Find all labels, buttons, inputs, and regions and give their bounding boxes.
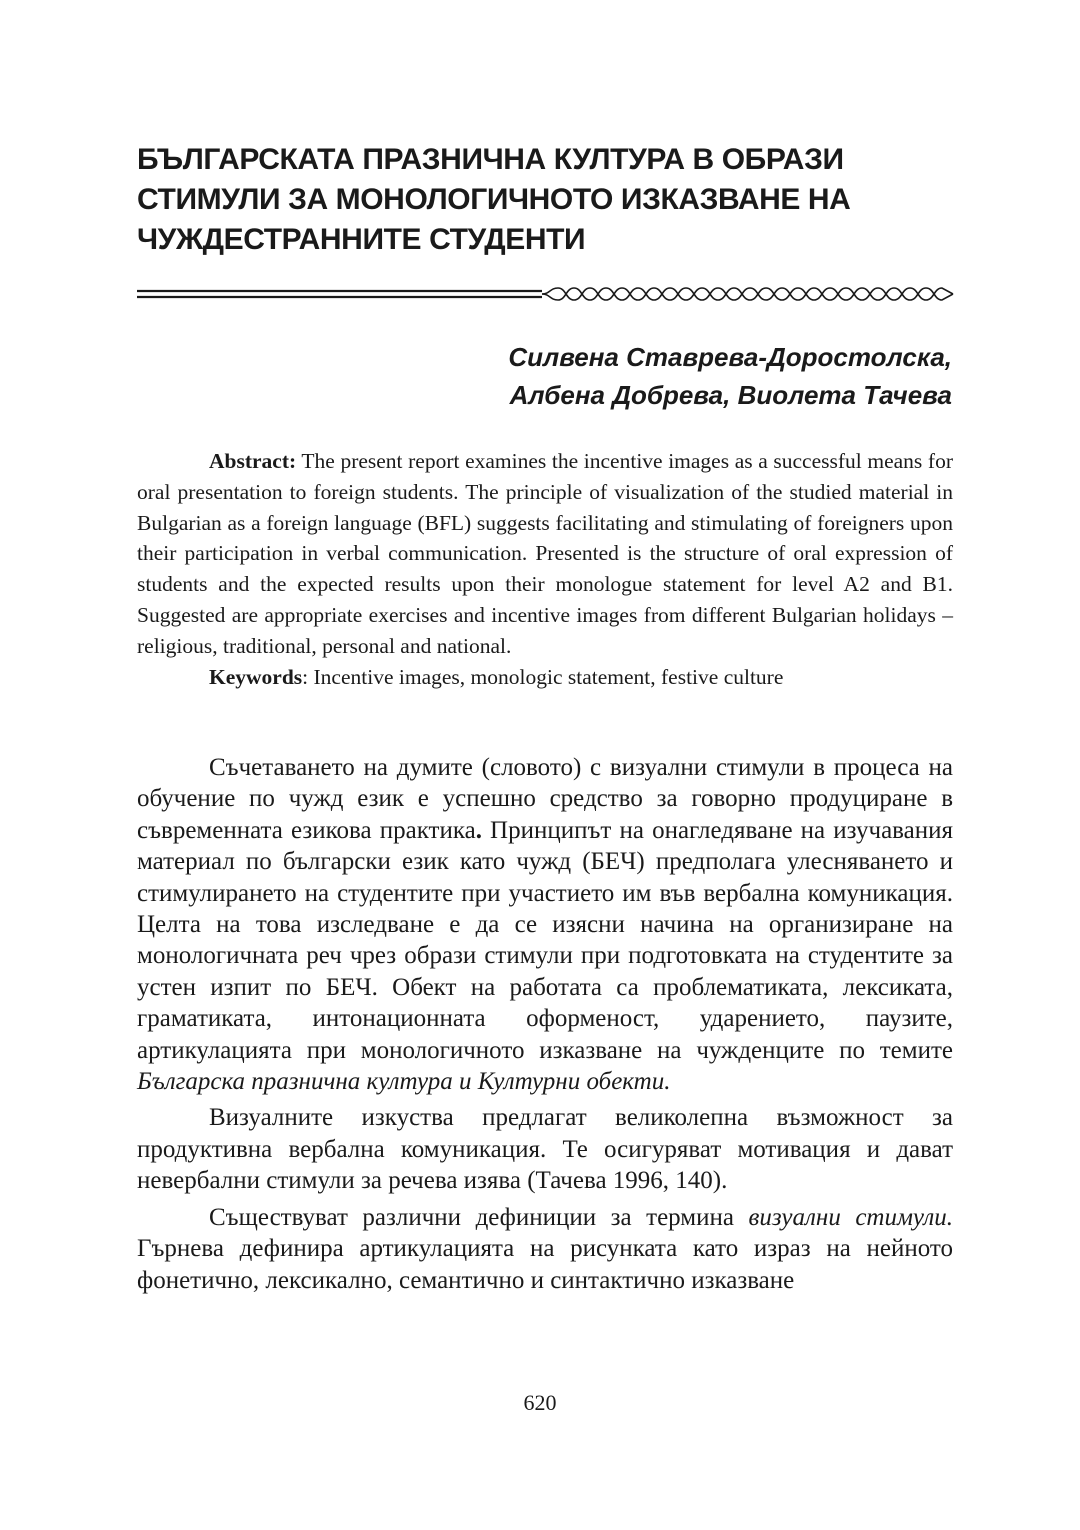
body-paragraph-2: Визуалните изкуства предлагат великолепна възможност за продуктивна вербална комуникация. Те осигуряват мотивация и дават невербални стимули за речева изява (Тачева 1996, 140). bbox=[137, 1104, 953, 1195]
p1-text-b: Принципът на онагледяване на изучавания материал по български език като чужд (БЕЧ) предполага улесняването и стимулирането на студентите при участието им във вербална комуникация. Целта на това изследване е да се изясни начина на организиране на монологичната реч чрез образи стимули при подготовката на студентите за устен изпит по БЕЧ. Обект на работата са проблематиката, лексиката, граматиката, интонационната оформеност, ударението, паузите, артикулацията при монологичното изказване на чужденците по темите bbox=[137, 816, 953, 1064]
p3-text-b: Гърнева дефинира артикулацията на рисунката като израз на нейното фонетично, лексикално, семантично и синтактично изказване bbox=[137, 1235, 953, 1294]
title-divider-ornament bbox=[137, 284, 957, 306]
p3-text-a: Съществуват различни дефиниции за термина bbox=[209, 1203, 749, 1231]
p1-text-a: Съчетаването на думите (словото) с визуални стимули в процеса на обучение по чужд език е успешно средство за говорно продуциране в съвременната езикова практика bbox=[137, 754, 953, 844]
body-paragraph-1 bbox=[137, 752, 953, 1097]
p3-italic-term: визуални стимули. bbox=[748, 1203, 954, 1231]
paper-title bbox=[137, 140, 957, 260]
title-line-2: СТИМУЛИ ЗА МОНОЛОГИЧНОТО ИЗКАЗВАНЕ НА bbox=[137, 183, 851, 216]
authors-line-2: Албена Добрева, Виолета Тачева bbox=[509, 380, 952, 410]
keywords-paragraph bbox=[137, 662, 953, 693]
abstract-paragraph bbox=[137, 446, 953, 662]
keywords-label: Keywords bbox=[209, 664, 303, 689]
author-list bbox=[508, 338, 952, 414]
title-line-1: БЪЛГАРСКАТА ПРАЗНИЧНА КУЛТУРА В ОБРАЗИ bbox=[137, 143, 844, 176]
abstract-label: Abstract: bbox=[209, 449, 297, 473]
abstract-text: The present report examines the incentive images as a successful means for oral presentation to foreign students. The principle of visualization of the studied material in Bulgarian as a foreign language (BFL) suggests facilitating and stimulating of foreigners upon their participation in verbal communication. Presented is the structure of oral expression of students and the expected results upon their monologue statement for level A2 and B1. Suggested are appropriate exercises and incentive images from different Bulgarian holidays – religious, traditional, personal and national. bbox=[137, 449, 953, 658]
p1-bold-dot: . bbox=[475, 816, 482, 844]
authors-line-1: Силвена Ставрева-Доростолска, bbox=[508, 342, 952, 372]
body-text bbox=[137, 752, 953, 1301]
title-line-3: ЧУЖДЕСТРАННИТЕ СТУДЕНТИ bbox=[137, 223, 586, 256]
abstract-section bbox=[137, 446, 953, 692]
p1-italic-topics: Българска празнична култура и Културни обекти. bbox=[137, 1068, 671, 1096]
body-paragraph-3 bbox=[137, 1202, 953, 1296]
page-number: 620 bbox=[523, 1390, 557, 1415]
keywords-text: : Incentive images, monologic statement, festive culture bbox=[302, 664, 784, 689]
